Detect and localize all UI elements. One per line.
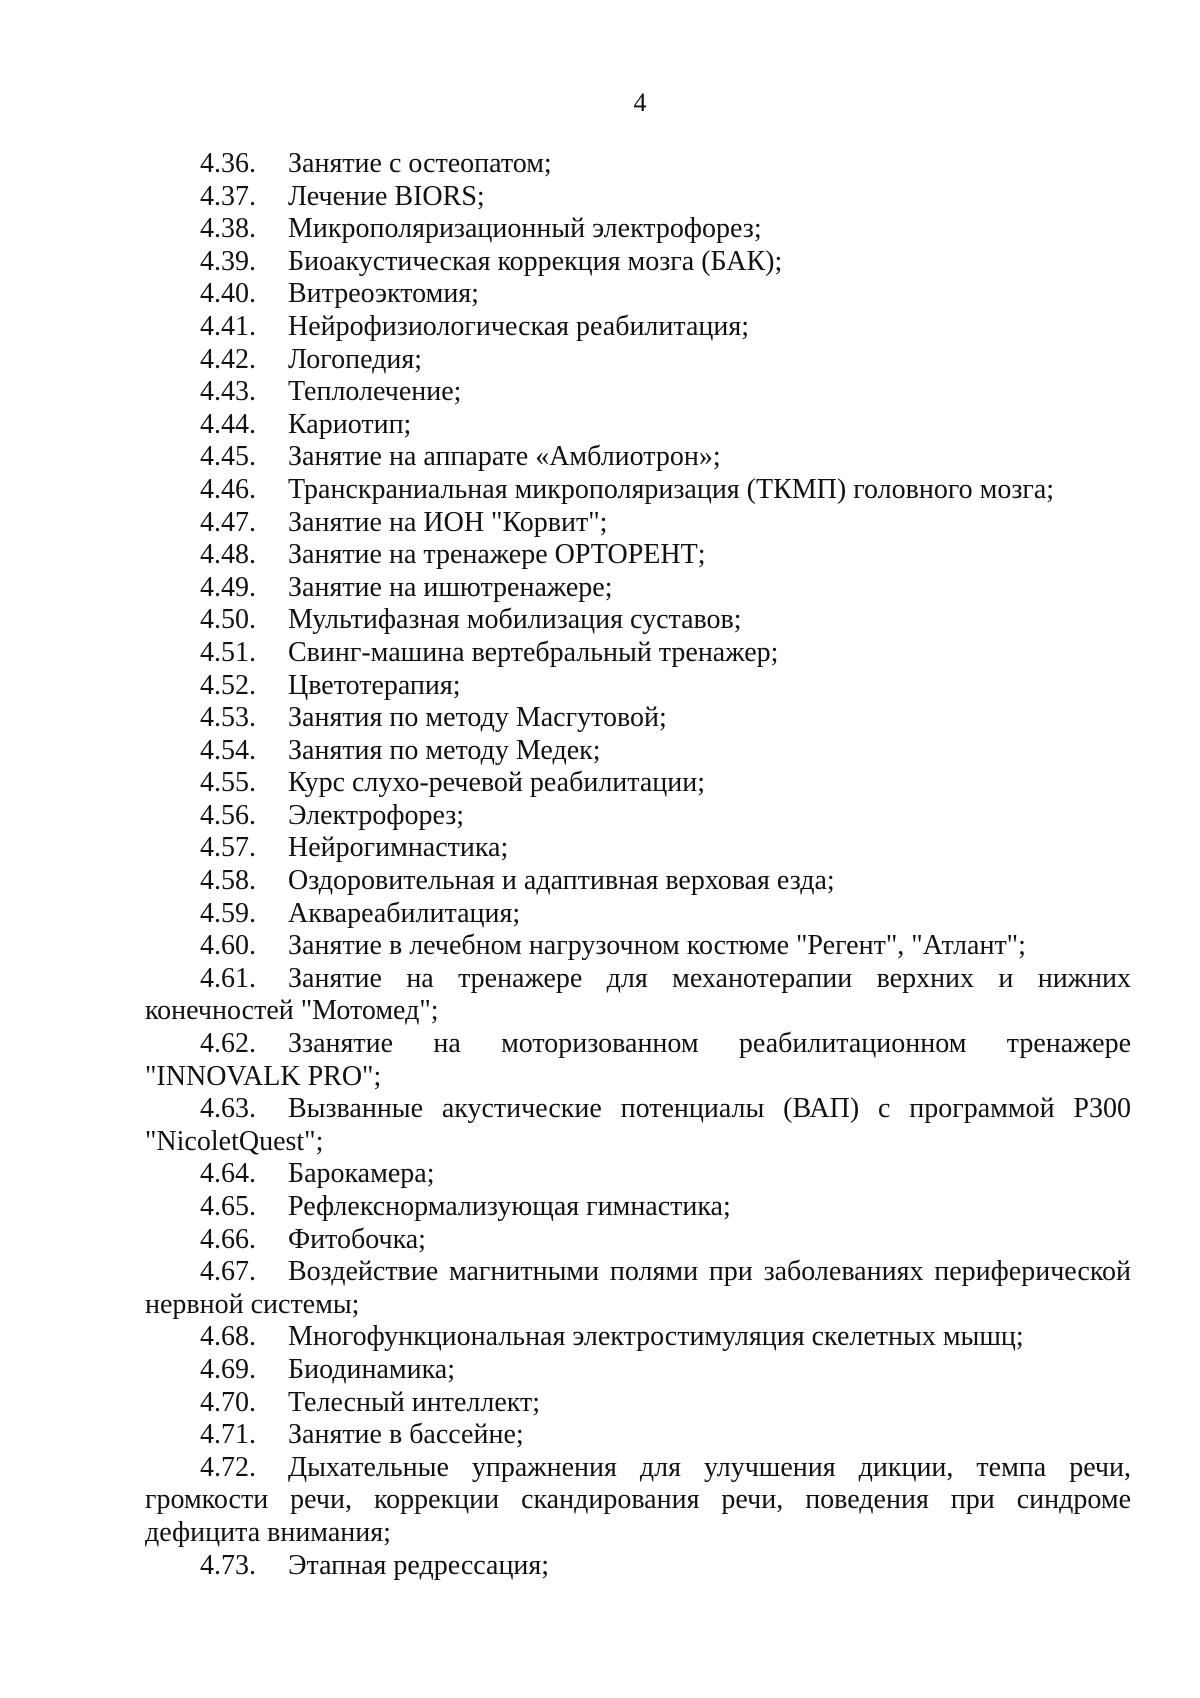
item-text: Занятия по методу Масгутовой; bbox=[288, 702, 667, 734]
list-item bbox=[145, 1256, 1131, 1321]
item-text: Нейрофизиологическая реабилитация; bbox=[288, 310, 750, 342]
list-item bbox=[145, 572, 1131, 605]
item-text: Занятие на аппарате «Амблиотрон»; bbox=[288, 441, 721, 473]
list-item bbox=[145, 246, 1131, 279]
item-number: 4.68. bbox=[200, 1321, 256, 1353]
list-item bbox=[145, 1158, 1131, 1191]
list-item bbox=[145, 278, 1131, 311]
item-text: Биоакустическая коррекция мозга (БАК); bbox=[288, 245, 783, 277]
item-text: Занятие на ИОН "Корвит"; bbox=[288, 506, 608, 538]
list-item bbox=[145, 409, 1131, 442]
list-item bbox=[145, 311, 1131, 344]
item-text: Свинг-машина вертебральный тренажер; bbox=[288, 636, 779, 668]
list-item bbox=[145, 1452, 1131, 1550]
item-number: 4.54. bbox=[200, 734, 256, 766]
list-item bbox=[145, 800, 1131, 833]
list-item bbox=[145, 148, 1131, 181]
item-number: 4.50. bbox=[200, 604, 256, 636]
list-item bbox=[145, 930, 1131, 963]
list-item bbox=[145, 1550, 1131, 1583]
item-number: 4.66. bbox=[200, 1223, 256, 1255]
list-item bbox=[145, 1093, 1131, 1158]
list-item bbox=[145, 702, 1131, 735]
item-text: Электрофорез; bbox=[288, 799, 465, 831]
list-item bbox=[145, 832, 1131, 865]
document-body bbox=[145, 148, 1131, 1582]
list-item bbox=[145, 213, 1131, 246]
item-text: Теплолечение; bbox=[288, 376, 462, 408]
item-text: Барокамера; bbox=[288, 1158, 435, 1190]
item-text: Лечение BIORS; bbox=[288, 180, 485, 212]
item-text: Вызванные акустические потенциалы (ВАП) с программой Р300 "NicoletQuest"; bbox=[145, 1093, 1131, 1157]
item-text: Занятие на ишютренажере; bbox=[288, 571, 613, 603]
item-number: 4.57. bbox=[200, 832, 256, 864]
list-item bbox=[145, 1387, 1131, 1420]
item-text: Этапная редрессация; bbox=[288, 1549, 550, 1581]
list-item bbox=[145, 474, 1131, 507]
item-number: 4.47. bbox=[200, 506, 256, 538]
item-text: Занятие с остеопатом; bbox=[288, 148, 552, 179]
item-number: 4.72. bbox=[200, 1451, 256, 1483]
item-number: 4.45. bbox=[200, 441, 256, 473]
item-number: 4.67. bbox=[200, 1256, 256, 1288]
item-number: 4.51. bbox=[200, 636, 256, 668]
item-text: Кариотип; bbox=[288, 408, 412, 440]
list-item bbox=[145, 735, 1131, 768]
list-item bbox=[145, 181, 1131, 214]
item-number: 4.37. bbox=[200, 180, 256, 212]
list-item bbox=[145, 344, 1131, 377]
item-number: 4.55. bbox=[200, 767, 256, 799]
item-number: 4.63. bbox=[200, 1093, 256, 1125]
item-number: 4.61. bbox=[200, 962, 256, 994]
list-item bbox=[145, 539, 1131, 572]
item-number: 4.60. bbox=[200, 930, 256, 962]
item-text: Рефлекснормализующая гимнастика; bbox=[288, 1191, 731, 1222]
list-item bbox=[145, 1028, 1131, 1093]
item-number: 4.36. bbox=[200, 148, 256, 179]
list-item bbox=[145, 441, 1131, 474]
item-number: 4.49. bbox=[200, 571, 256, 603]
item-text: Ззанятие на моторизованном реабилитационном тренажере "INNOVALK PRO"; bbox=[145, 1028, 1131, 1092]
item-text: Телесный интеллект; bbox=[288, 1386, 541, 1418]
item-text: Транскраниальная микрополяризация (ТКМП) головного мозга; bbox=[288, 473, 1055, 505]
list-item bbox=[145, 1321, 1131, 1354]
item-text: Многофункциональная электростимуляция скелетных мышц; bbox=[288, 1321, 1024, 1353]
item-number: 4.44. bbox=[200, 408, 256, 440]
list-item bbox=[145, 1191, 1131, 1224]
item-text: Мультифазная мобилизация суставов; bbox=[288, 604, 742, 636]
item-number: 4.40. bbox=[200, 278, 256, 310]
item-text: Занятие в лечебном нагрузочном костюме "Регент", "Атлант"; bbox=[288, 930, 1026, 962]
item-text: Логопедия; bbox=[288, 343, 423, 375]
list-item bbox=[145, 376, 1131, 409]
list-item bbox=[145, 604, 1131, 637]
list-item bbox=[145, 963, 1131, 1028]
list-item bbox=[145, 898, 1131, 931]
list-item bbox=[145, 637, 1131, 670]
item-text: Нейрогимнастика; bbox=[288, 832, 509, 864]
item-number: 4.65. bbox=[200, 1191, 256, 1222]
item-text: Биодинамика; bbox=[288, 1353, 455, 1385]
list-item bbox=[145, 865, 1131, 898]
item-number: 4.42. bbox=[200, 343, 256, 375]
item-text: Воздействие магнитными полями при заболеваниях периферической нервной системы; bbox=[145, 1256, 1131, 1320]
item-text: Занятие на тренажере ОРТОРЕНТ; bbox=[288, 539, 706, 571]
item-text: Занятия по методу Медек; bbox=[288, 734, 601, 766]
list-item bbox=[145, 1419, 1131, 1452]
item-text: Аквареабилитация; bbox=[288, 897, 521, 929]
item-text: Курс слухо-речевой реабилитации; bbox=[288, 767, 706, 799]
list-item bbox=[145, 507, 1131, 540]
list-item bbox=[145, 767, 1131, 800]
item-number: 4.39. bbox=[200, 245, 256, 277]
list-item bbox=[145, 670, 1131, 703]
list-item bbox=[145, 1354, 1131, 1387]
item-text: Занятие на тренажере для механотерапии верхних и нижних конечностей "Мотомед"; bbox=[145, 962, 1131, 1027]
item-number: 4.52. bbox=[200, 669, 256, 701]
item-text: Цветотерапия; bbox=[288, 669, 461, 701]
item-number: 4.62. bbox=[200, 1028, 256, 1060]
item-number: 4.43. bbox=[200, 376, 256, 408]
item-number: 4.58. bbox=[200, 865, 256, 897]
item-number: 4.59. bbox=[200, 897, 256, 929]
item-text: Фитобочка; bbox=[288, 1223, 426, 1255]
item-number: 4.53. bbox=[200, 702, 256, 734]
item-number: 4.69. bbox=[200, 1353, 256, 1385]
item-text: Витреоэктомия; bbox=[288, 278, 479, 310]
item-number: 4.38. bbox=[200, 213, 256, 245]
item-text: Оздоровительная и адаптивная верховая езда; bbox=[288, 865, 835, 897]
item-number: 4.64. bbox=[200, 1158, 256, 1190]
item-number: 4.41. bbox=[200, 310, 256, 342]
item-text: Дыхательные упражнения для улучшения дикции, темпа речи, громкости речи, коррекции скандирования речи, поведения при синдроме дефицита внимания; bbox=[145, 1451, 1131, 1548]
page-number: 4 bbox=[633, 88, 647, 117]
item-number: 4.70. bbox=[200, 1386, 256, 1418]
item-text: Занятие в бассейне; bbox=[288, 1419, 524, 1451]
item-number: 4.56. bbox=[200, 799, 256, 831]
item-text: Микрополяризационный электрофорез; bbox=[288, 213, 762, 245]
list-item bbox=[145, 1224, 1131, 1257]
item-number: 4.46. bbox=[200, 473, 256, 505]
item-number: 4.48. bbox=[200, 539, 256, 571]
item-number: 4.71. bbox=[200, 1419, 256, 1451]
item-number: 4.73. bbox=[200, 1549, 256, 1581]
